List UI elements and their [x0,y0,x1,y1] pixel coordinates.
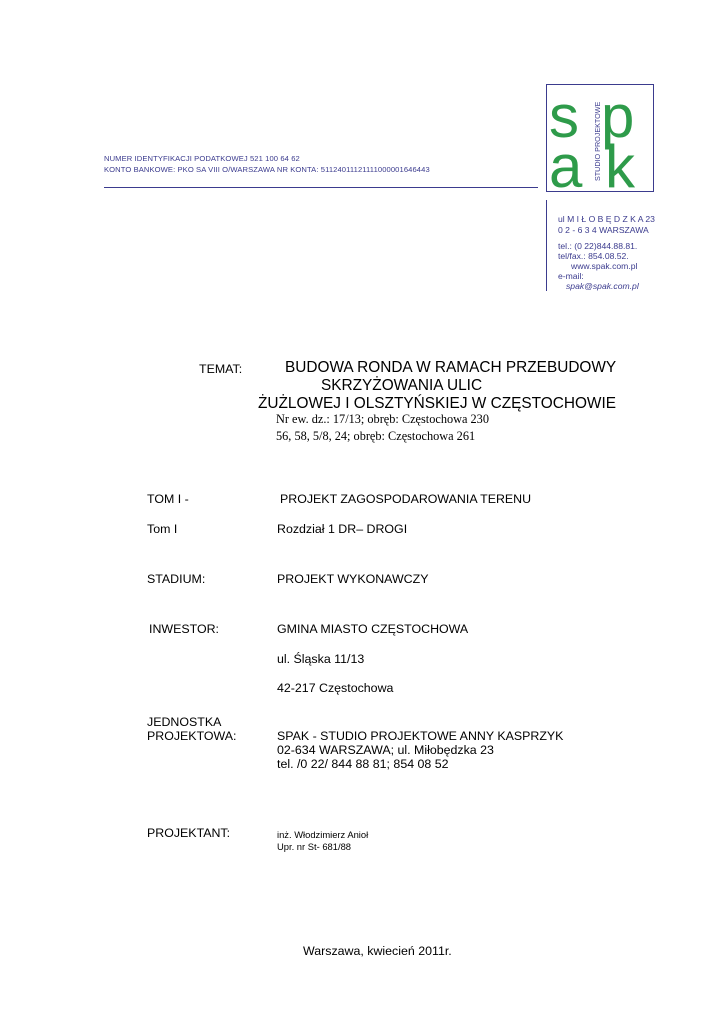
jednostka-label-2: PROJEKTOWA: [147,729,237,743]
spak-logo [546,84,654,192]
address-tel: tel.: (0 22)844.88.81. [558,241,638,251]
stadium-label: STADIUM: [147,572,206,586]
address-email: spak@spak.com.pl [566,281,639,291]
projektant-license: Upr. nr St- 681/88 [277,841,351,852]
tom2-label: Tom I [147,522,178,536]
subject-label: TEMAT: [199,362,243,376]
projektant-name: inż. Włodzimierz Anioł [277,829,369,840]
stadium-value: PROJEKT WYKONAWCZY [277,572,429,586]
inwestor-name: GMINA MIASTO CZĘSTOCHOWA [277,622,469,636]
logo-subtitle: STUDIO PROJEKTOWE [593,101,602,181]
letterhead-rule [104,187,538,188]
place-date: Warszawa, kwiecień 2011r. [303,944,452,958]
parcels-line-1: Nr ew. dz.: 17/13; obręb: Częstochowa 230 [276,412,489,426]
inwestor-street: ul. Śląska 11/13 [277,652,365,666]
address-street: ul M I Ł O B Ę D Z K A 23 [558,214,655,224]
address-email-label: e-mail: [558,271,584,281]
nip-line: NUMER IDENTYFIKACJI PODATKOWEJ 521 100 64 62 [104,154,300,163]
logo-letter-a: a [549,133,583,191]
tom2-value: Rozdział 1 DR– DROGI [277,522,408,536]
jednostka-label-1: JEDNOSTKA [147,715,222,729]
address-city: 0 2 - 6 3 4 WARSZAWA [558,225,649,235]
subject-line-2: SKRZYŻOWANIA ULIC [321,377,483,394]
jednostka-line-2: 02-634 WARSZAWA; ul. Miłobędzka 23 [277,743,494,757]
jednostka-line-1: SPAK - STUDIO PROJEKTOWE ANNY KASPRZYK [277,729,564,743]
jednostka-line-3: tel. /0 22/ 844 88 81; 854 08 52 [277,757,449,771]
spak-logo-graphic [547,85,653,191]
subject-line-1: BUDOWA RONDA W RAMACH PRZEBUDOWY [285,359,617,376]
tom-value: PROJEKT ZAGOSPODAROWANIA TERENU [280,492,532,506]
logo-letter-s: s [549,85,579,150]
inwestor-label: INWESTOR: [149,622,219,636]
address-rule [546,200,547,291]
parcels-line-2: 56, 58, 5/8, 24; obręb: Częstochowa 261 [276,429,476,443]
logo-letter-k: k [605,133,635,191]
address-fax: tel/fax.: 854.08.52. [558,251,629,261]
tom-label: TOM I - [147,492,189,506]
projektant-label: PROJEKTANT: [147,826,231,840]
address-www: www.spak.com.pl [571,261,638,271]
logo-letter-p: p [601,85,635,150]
inwestor-city: 42-217 Częstochowa [277,681,394,695]
subject-line-3: ŻUŻLOWEJ I OLSZTYŃSKIEJ W CZĘSTOCHOWIE [258,395,616,412]
bank-account-line: KONTO BANKOWE: PKO SA VIII O/WARSZAWA NR KONTA: 51124011121111000001646443 [104,165,430,174]
